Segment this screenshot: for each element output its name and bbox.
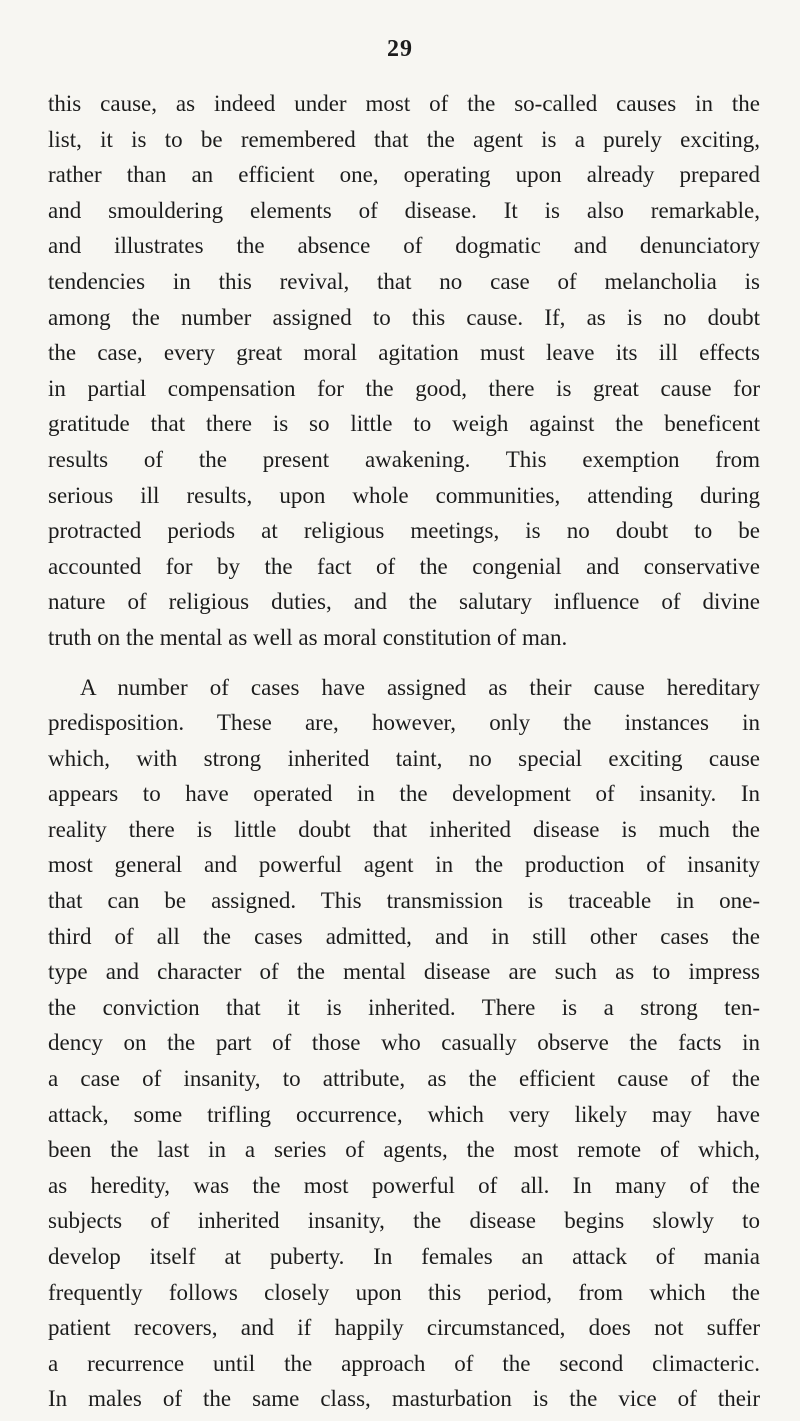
text-line: reality there is little doubt that inherited disease is much the (48, 816, 760, 842)
text-line: as heredity, was the most powerful of all. In many of the (48, 1172, 760, 1198)
paragraph-2 (48, 670, 760, 1417)
text-line: protracted periods at religious meetings, is no doubt to be (48, 518, 760, 544)
text-line: been the last in a series of agents, the most remote of which, (48, 1137, 760, 1163)
paragraph-1 (48, 86, 760, 656)
text-line: predisposition. These are, however, only the instances in (48, 710, 760, 736)
text-line: dency on the part of those who casually observe the facts in (48, 1030, 760, 1056)
text-line: the conviction that it is inherited. There is a strong ten- (48, 994, 760, 1020)
text-line: type and character of the mental disease are such as to impress (48, 959, 760, 985)
text-line: the case, every great moral agitation must leave its ill effects (48, 340, 760, 366)
text-line: results of the present awakening. This exemption from (48, 446, 760, 472)
paragraph-gap (48, 656, 760, 670)
text-line: among the number assigned to this cause. If, as is no doubt (48, 304, 760, 330)
text-line: list, it is to be remembered that the agent is a purely exciting, (48, 126, 760, 152)
text-line: a case of insanity, to attribute, as the efficient cause of the (48, 1066, 760, 1092)
page-number: 29 (387, 36, 413, 62)
text-line: and illustrates the absence of dogmatic and denunciatory (48, 233, 760, 259)
text-line: patient recovers, and if happily circumstanced, does not suffer (48, 1315, 760, 1341)
text-line: accounted for by the fact of the congenial and conservative (48, 553, 760, 579)
text-line: frequently follows closely upon this period, from which the (48, 1279, 760, 1305)
text-line: rather than an efficient one, operating upon already prepared (48, 162, 760, 188)
text-line: tendencies in this revival, that no case of melancholia is (48, 268, 760, 294)
text-line: appears to have operated in the development of insanity. In (48, 781, 760, 807)
text-line: nature of religious duties, and the salutary influence of divine (48, 589, 760, 615)
text-line: and smouldering elements of disease. It is also remarkable, (48, 197, 760, 223)
text-line: attack, some trifling occurrence, which very likely may have (48, 1101, 760, 1127)
text-line: truth on the mental as well as moral constitution of man. (48, 624, 568, 650)
text-line: this cause, as indeed under most of the so-called causes in the (48, 91, 760, 116)
text-line: which, with strong inherited taint, no special exciting cause (48, 745, 760, 771)
text-line: in partial compensation for the good, there is great cause for (48, 375, 760, 401)
body-text (48, 86, 760, 1417)
text-line: serious ill results, upon whole communities, attending during (48, 482, 760, 508)
text-line: third of all the cases admitted, and in still other cases the (48, 923, 760, 949)
text-line: A number of cases have assigned as their cause hereditary (80, 674, 760, 700)
text-line: most general and powerful agent in the production of insanity (48, 852, 760, 878)
text-line: that can be assigned. This transmission is traceable in one- (48, 888, 760, 914)
text-line: gratitude that there is so little to weigh against the beneficent (48, 411, 760, 437)
text-line: subjects of inherited insanity, the disease begins slowly to (48, 1208, 760, 1234)
text-line: develop itself at puberty. In females an attack of mania (48, 1244, 760, 1269)
text-line: a recurrence until the approach of the second climacteric. (48, 1350, 760, 1376)
text-line: In males of the same class, masturbation is the vice of their (48, 1386, 760, 1412)
